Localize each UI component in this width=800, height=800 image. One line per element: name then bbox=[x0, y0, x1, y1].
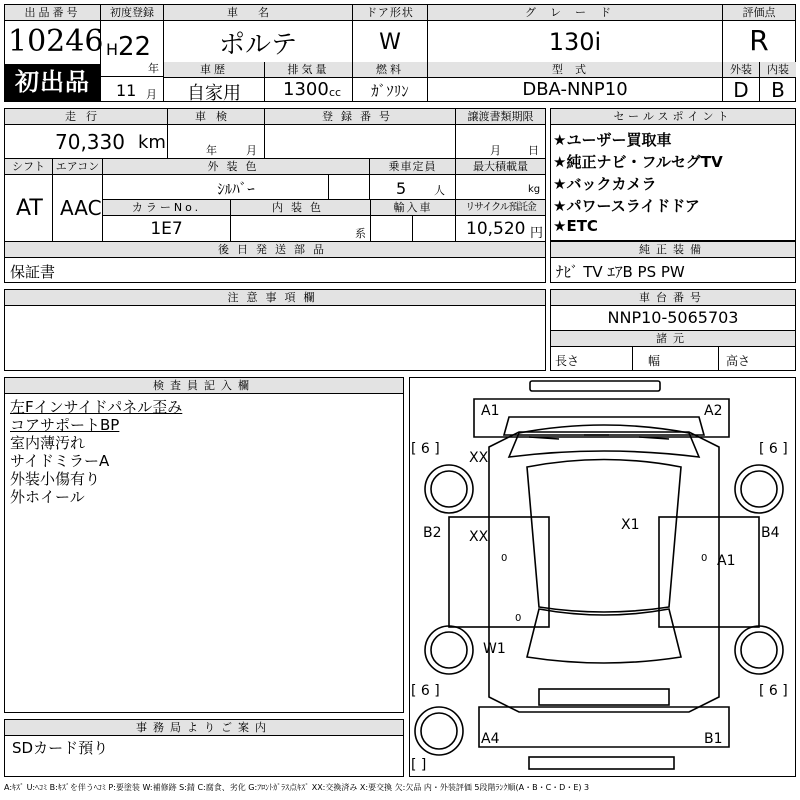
inspector-line-5: 外装小傷有り bbox=[10, 470, 101, 488]
mark-hood: XX bbox=[469, 450, 489, 466]
int-color-unit: 系 bbox=[355, 227, 366, 240]
inspection-month-unit: 月 bbox=[246, 144, 257, 157]
history: 自家用 bbox=[187, 83, 241, 104]
model: DBA-NNP10 bbox=[522, 79, 628, 100]
door-type-label: ドア形状 bbox=[353, 5, 427, 21]
lot-number-label: 出品番号 bbox=[5, 5, 100, 21]
sales-point-5: ★ETC bbox=[553, 217, 598, 235]
tire-fr: [ 6 ] bbox=[759, 441, 788, 457]
zero-3: 0 bbox=[515, 613, 522, 624]
mileage: 70,330 bbox=[55, 130, 125, 154]
car-diagram bbox=[409, 377, 796, 777]
tire-fl: [ 6 ] bbox=[411, 441, 440, 457]
color-no-label: カラーNo. bbox=[103, 200, 230, 216]
mark-front-right: A2 bbox=[704, 403, 723, 419]
score-label: 評価点 bbox=[723, 5, 795, 21]
interior-grade: B bbox=[771, 78, 785, 102]
mark-rear-left: A4 bbox=[481, 731, 500, 747]
displacement: 1300 bbox=[283, 79, 329, 100]
grade: 130i bbox=[548, 28, 602, 56]
fuel: ｶﾞｿﾘﾝ bbox=[371, 82, 409, 100]
sales-points-label: セールスポイント bbox=[551, 109, 795, 125]
recycle-fee: 10,520 bbox=[466, 219, 526, 239]
aircon-label: エアコン bbox=[53, 159, 102, 175]
inspector-line-2: コアサポートBP bbox=[10, 416, 120, 434]
transfer-docs-label: 譲渡書類期限 bbox=[456, 109, 545, 125]
displacement-label: 排気量 bbox=[265, 62, 352, 78]
sales-point-2: ★純正ナビ・フルセグTV bbox=[553, 153, 723, 171]
mark-left-door: XX bbox=[469, 529, 489, 545]
recycle-unit: 円 bbox=[530, 226, 544, 241]
mileage-label: 走行 bbox=[5, 109, 167, 125]
dims-label: 諸元 bbox=[551, 331, 795, 347]
color-no: 1E7 bbox=[150, 219, 183, 239]
exterior-label: 外装 bbox=[723, 62, 759, 78]
import-label: 輸入車 bbox=[371, 200, 455, 216]
year-unit: 年 bbox=[148, 62, 159, 75]
mark-rear-right: B1 bbox=[704, 731, 723, 747]
mark-left-rear-wheel: W1 bbox=[483, 641, 506, 657]
int-color-label: 内装色 bbox=[231, 200, 370, 216]
lot-number: 10246 bbox=[8, 24, 104, 59]
office-message: SDカード預り bbox=[12, 739, 109, 757]
displacement-unit: cc bbox=[329, 86, 342, 99]
score: R bbox=[749, 24, 769, 57]
capacity: 5 bbox=[396, 179, 407, 198]
history-label: 車歴 bbox=[164, 62, 264, 78]
inspection-label: 車検 bbox=[168, 109, 264, 125]
chassis-label: 車台番号 bbox=[551, 290, 795, 306]
length-label: 長さ bbox=[555, 354, 580, 368]
equipment-value: ﾅﾋﾞ TV ｴｱB PS PW bbox=[556, 263, 685, 281]
mark-front-left: A1 bbox=[481, 403, 500, 419]
aircon: AAC bbox=[60, 196, 102, 220]
mark-left-side: B2 bbox=[423, 525, 442, 541]
model-label: 型式 bbox=[428, 62, 722, 78]
inspection-year-unit: 年 bbox=[206, 144, 217, 157]
inspector-line-1: 左Fインサイドパネル歪み bbox=[10, 398, 183, 416]
legend: A:ｷｽﾞ U:ﾍｺﾐ B:ｷｽﾞを伴うﾍｺﾐ P:要塗装 W:補修跡 S:錆 C:腐食、劣化 G:ﾌﾛﾝﾄｶﾞﾗｽ点ｷｽﾞ XX:交換済み X:要交換 欠:欠品 内・外装評価 5段階ﾗﾝｸ順(A・B・C・D・E) 3 bbox=[4, 783, 590, 792]
inspector-line-4: サイドミラーA bbox=[10, 452, 110, 470]
max-load-label: 最大積載量 bbox=[456, 159, 545, 175]
mileage-unit: km bbox=[138, 132, 166, 153]
notes-label: 注意事項欄 bbox=[5, 290, 545, 306]
car-name-label: 車名 bbox=[164, 5, 352, 21]
sales-point-1: ★ユーザー買取車 bbox=[553, 131, 672, 149]
delivery-label: 後日発送部品 bbox=[5, 242, 545, 258]
mark-right-side: B4 bbox=[761, 525, 780, 541]
shift-label: シフト bbox=[5, 159, 52, 175]
tire-rl: [ 6 ] bbox=[411, 683, 440, 699]
inspector-label: 検査員記入欄 bbox=[5, 378, 403, 394]
sales-point-3: ★バックカメラ bbox=[553, 175, 657, 193]
max-load-unit: kg bbox=[528, 184, 541, 195]
month-unit: 月 bbox=[146, 88, 157, 101]
office-label: 事務局よりご案内 bbox=[5, 720, 403, 736]
tire-rr: [ 6 ] bbox=[759, 683, 788, 699]
first-reg-year: 22 bbox=[118, 32, 152, 62]
ext-color-label: 外装色 bbox=[103, 159, 369, 175]
grade-label: グレード bbox=[428, 5, 722, 21]
transfer-day-unit: 日 bbox=[528, 144, 539, 157]
interior-label: 内装 bbox=[760, 62, 796, 78]
first-reg-month: 11 bbox=[116, 81, 137, 100]
capacity-unit: 人 bbox=[434, 184, 445, 197]
inspector-line-3: 室内薄汚れ bbox=[10, 434, 86, 452]
exterior-grade: D bbox=[733, 78, 749, 102]
chassis-value: NNP10-5065703 bbox=[607, 308, 739, 327]
reg-number-label: 登録番号 bbox=[265, 109, 455, 125]
sales-point-4: ★パワースライドドア bbox=[553, 197, 700, 215]
era-letter: H bbox=[106, 40, 119, 59]
door-type: W bbox=[379, 30, 401, 55]
capacity-label: 乗車定員 bbox=[370, 159, 455, 175]
car-name: ポルテ bbox=[218, 30, 297, 60]
spare-tire: [ ] bbox=[411, 757, 427, 773]
ext-color: ｼﾙﾊﾞｰ bbox=[217, 180, 255, 198]
first-listing-badge: 初出品 bbox=[5, 64, 100, 101]
first-reg-label: 初度登録 bbox=[101, 5, 163, 21]
transfer-month-unit: 月 bbox=[490, 144, 501, 157]
equipment-label: 純正装備 bbox=[551, 242, 795, 258]
fuel-label: 燃料 bbox=[353, 62, 427, 78]
zero-1: 0 bbox=[501, 553, 508, 564]
mark-right-door: A1 bbox=[717, 553, 736, 569]
width-label: 幅 bbox=[648, 354, 661, 368]
delivery-item: 保証書 bbox=[10, 263, 56, 281]
mark-roof: X1 bbox=[621, 517, 640, 533]
height-label: 高さ bbox=[726, 354, 751, 368]
recycle-label: リサイクル預託金 bbox=[456, 200, 545, 216]
inspector-line-6: 外ホイール bbox=[10, 488, 85, 506]
shift: AT bbox=[16, 196, 43, 221]
zero-2: 0 bbox=[701, 553, 708, 564]
